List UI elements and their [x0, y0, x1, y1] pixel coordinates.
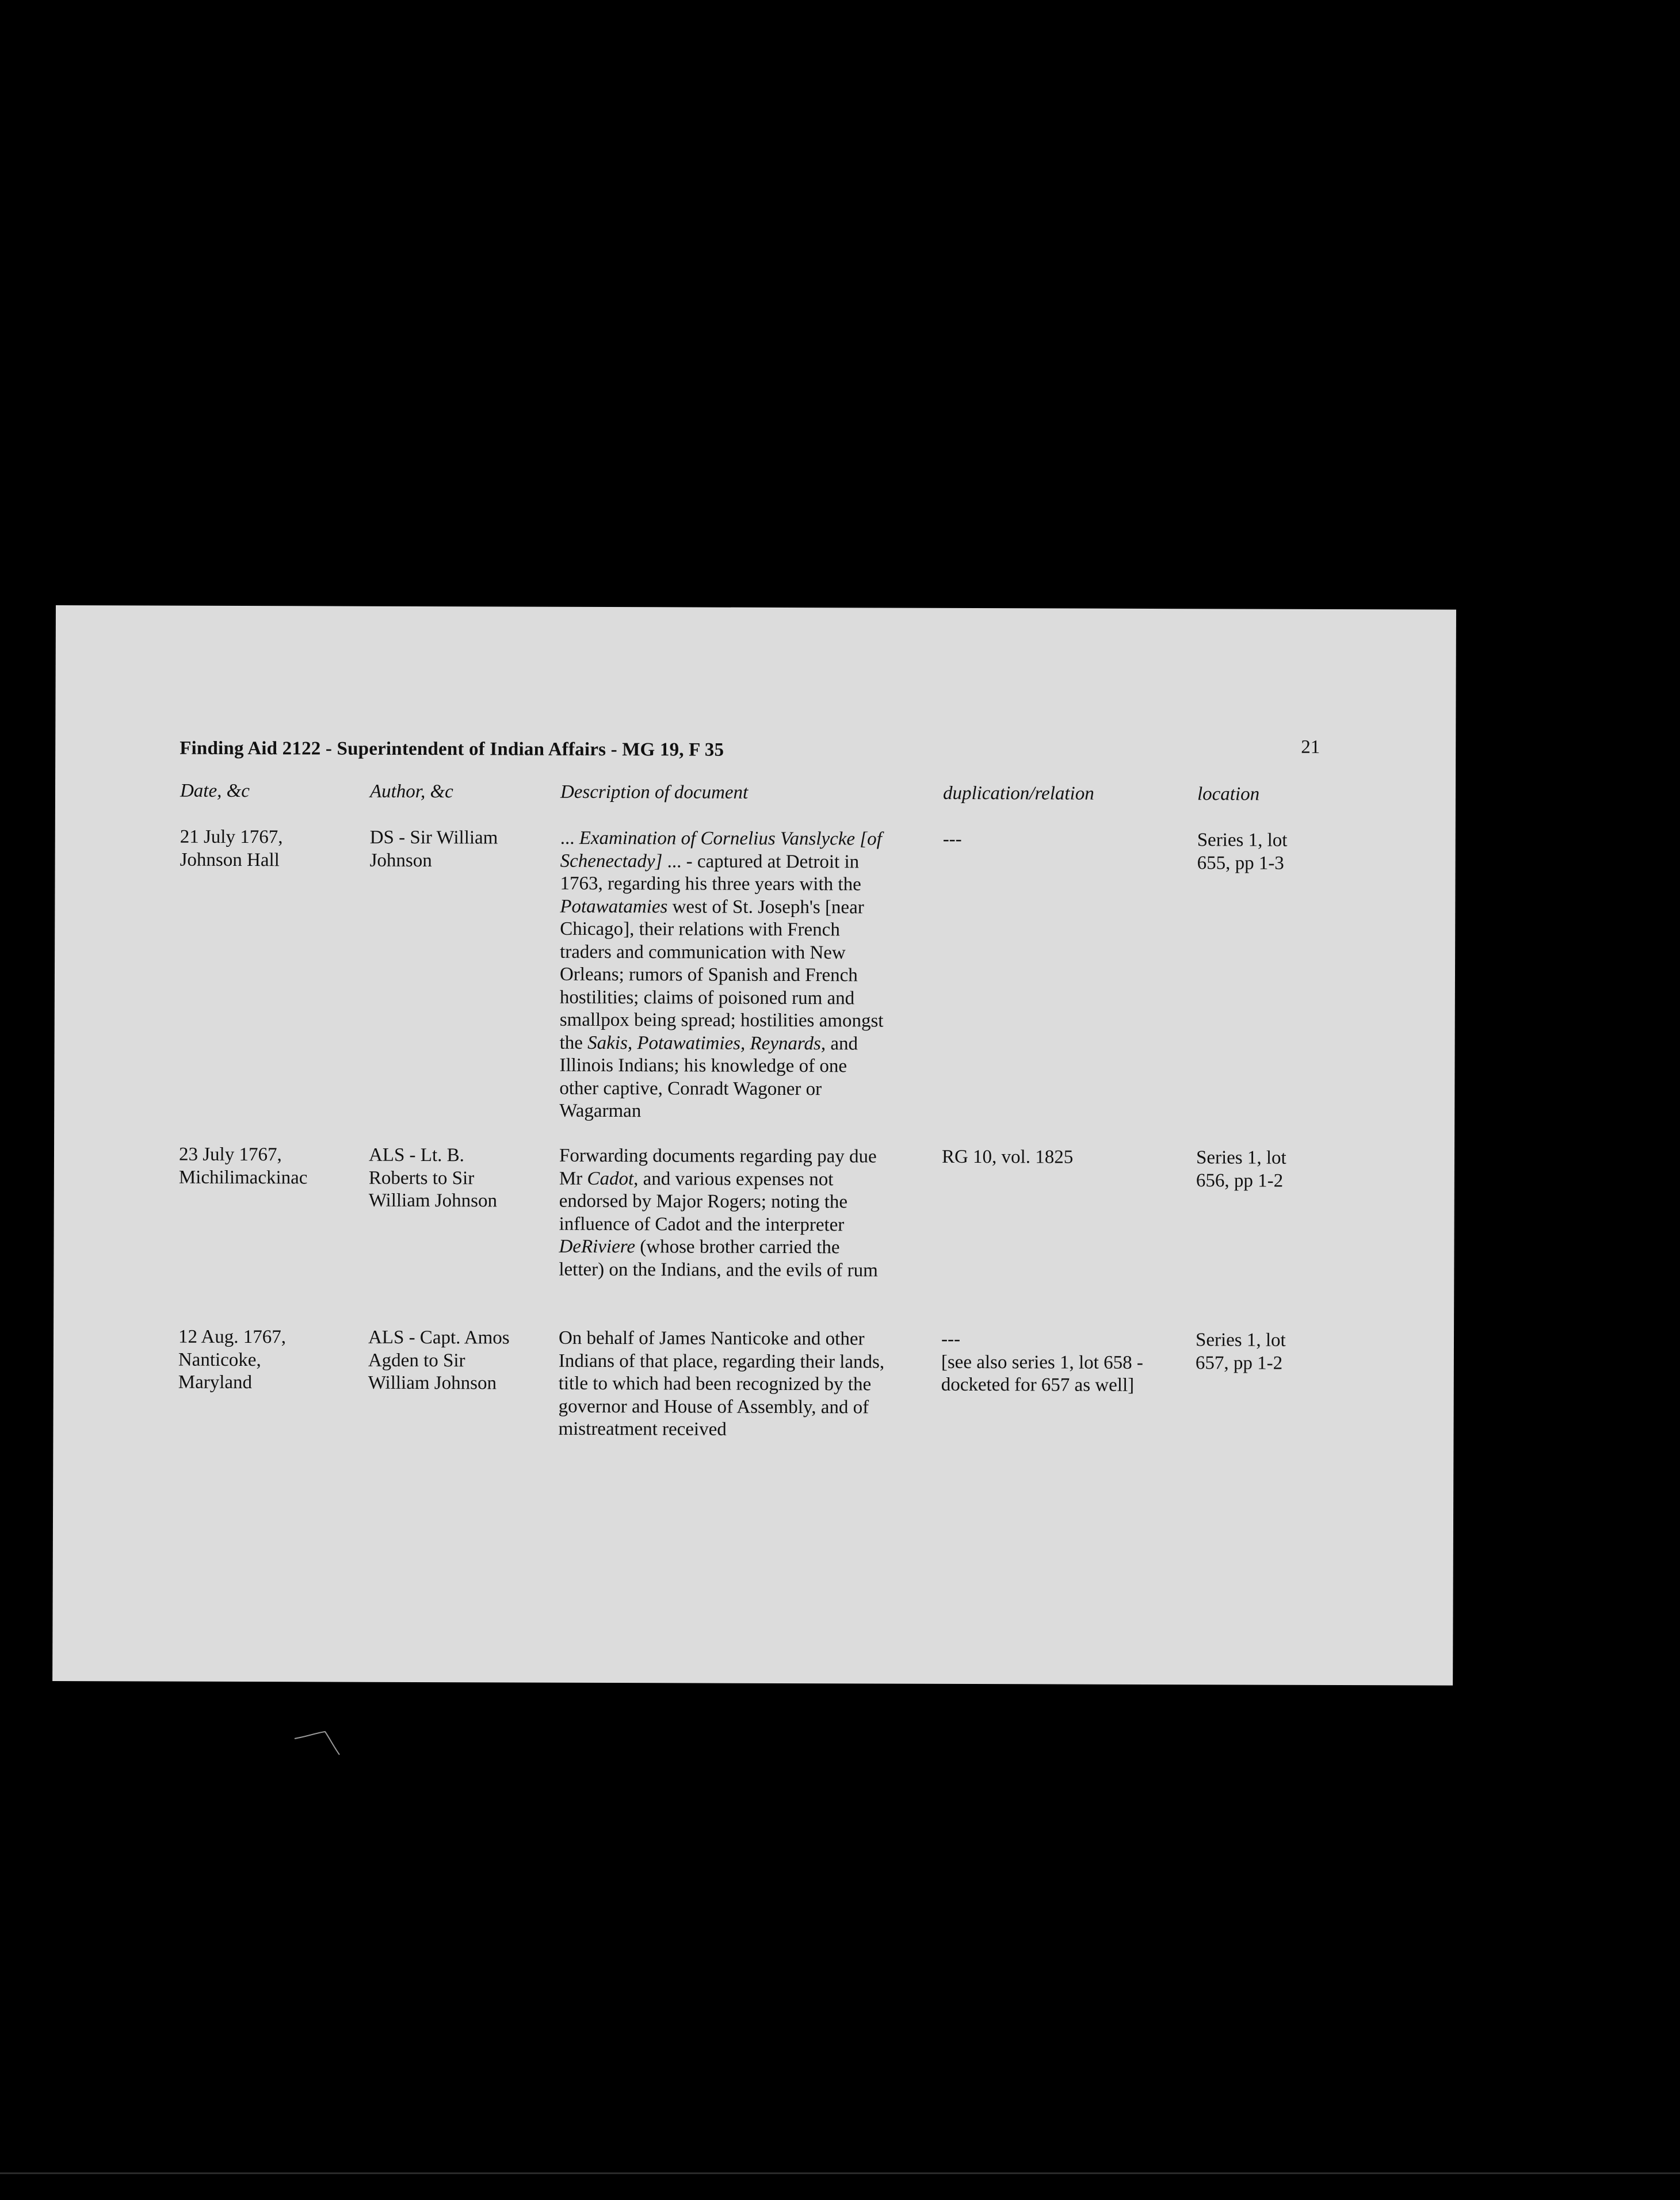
text-run: , and various expenses not [633, 1168, 834, 1190]
cell-line [560, 1032, 928, 1056]
cell-line: Nanticoke, [178, 1349, 261, 1370]
scanner-edge-line [0, 2172, 1680, 2174]
text-run: governor and House of Assembly, and of [558, 1396, 869, 1418]
row-date [178, 1326, 351, 1395]
text-run: letter) on the Indians, and the evils of rum [559, 1259, 878, 1281]
row-description [559, 1145, 927, 1282]
column-header-location: location [1197, 784, 1260, 805]
cell-line: docketed for 657 as well] [941, 1374, 1135, 1396]
cell-line [559, 1395, 927, 1419]
text-run: (whose brother carried the [635, 1236, 840, 1258]
column-header-description: Description of document [560, 781, 749, 803]
cell-line [559, 1350, 927, 1374]
row-date [180, 826, 353, 872]
text-run: the [559, 1032, 588, 1053]
italic-text: DeRiviere [559, 1236, 636, 1258]
cell-line: DS - Sir William [369, 827, 498, 849]
cell-line: Johnson Hall [180, 849, 280, 870]
document-page [52, 605, 1456, 1686]
cell-line: [see also series 1, lot 658 - [941, 1351, 1143, 1373]
cell-line [560, 873, 928, 897]
cell-line [559, 1236, 927, 1260]
text-run: Wagarman [559, 1100, 642, 1122]
cell-line [559, 1327, 927, 1351]
text-run: 1763, regarding his three years with the [560, 873, 861, 895]
text-run: Indians of that place, regarding their lands, [558, 1350, 885, 1373]
cell-line [560, 1009, 928, 1033]
cell-line [559, 1213, 927, 1237]
text-run: Orleans; rumors of Spanish and French [559, 964, 858, 986]
text-run: mistreatment received [558, 1418, 727, 1440]
text-run: endorsed by Major Rogers; noting the [559, 1190, 848, 1213]
cell-line [560, 918, 928, 942]
cell-line: Series 1, lot [1197, 830, 1288, 851]
cell-line: William Johnson [368, 1190, 498, 1212]
text-run: Forwarding documents regarding pay due [559, 1145, 877, 1167]
text-run: title to which had been recognized by the [558, 1373, 872, 1395]
cell-line: Johnson [369, 850, 432, 871]
cell-line: 12 Aug. 1767, [178, 1326, 287, 1348]
cell-line [559, 1190, 927, 1214]
text-run: ... - captured at Detroit in [662, 850, 860, 872]
row-duplication [942, 1146, 1189, 1170]
cell-line: --- [942, 828, 962, 850]
row-description [559, 827, 929, 1124]
cell-line: Maryland [178, 1372, 253, 1393]
column-header-date: Date, &c [180, 780, 250, 802]
cell-line [559, 1055, 927, 1079]
page-header-title: Finding Aid 2122 - Superintendent of Indian Affairs - MG 19, F 35 [180, 738, 724, 761]
italic-text: Potawatamies [560, 896, 668, 917]
cell-line: Roberts to Sir [368, 1167, 475, 1189]
row-location [1197, 829, 1330, 875]
cell-line [560, 850, 929, 874]
cell-line: William Johnson [368, 1372, 497, 1394]
text-run: other captive, Conradt Wagoner or [559, 1078, 822, 1099]
cell-line: 656, pp 1-2 [1196, 1170, 1284, 1191]
cell-line [560, 941, 928, 965]
text-run: smallpox being spread; hostilities amongst [559, 1009, 884, 1032]
text-run: traders and communication with New [560, 941, 846, 963]
text-run: On behalf of James Nanticoke and other [558, 1327, 865, 1350]
row-author [368, 1327, 547, 1395]
row-duplication [941, 1328, 1189, 1397]
cell-line: Michilimackinac [178, 1167, 308, 1188]
row-date [179, 1144, 352, 1190]
text-run: Illinois Indians; his knowledge of one [559, 1055, 847, 1077]
text-run: west of St. Joseph's [near [667, 896, 864, 918]
cell-line: 23 July 1767, [178, 1144, 282, 1166]
cell-line: Agden to Sir [368, 1350, 465, 1371]
text-run: hostilities; claims of poisoned rum and [559, 987, 855, 1009]
text-run: Chicago], their relations with French [560, 918, 840, 941]
cell-line [560, 986, 928, 1010]
row-description [558, 1327, 927, 1442]
cell-line [559, 1077, 927, 1101]
italic-text: Sakis, Potawatimies, Reynards, [587, 1032, 826, 1054]
row-duplication [943, 828, 1190, 852]
cell-line [560, 895, 928, 919]
column-header-duplication: duplication/relation [942, 782, 1094, 804]
row-location [1196, 1147, 1328, 1193]
text-run: ... [560, 827, 579, 849]
scratch-mark [293, 1726, 345, 1760]
cell-line [559, 1258, 927, 1282]
row-location [1196, 1329, 1328, 1375]
cell-line [559, 1100, 927, 1124]
cell-line: RG 10, vol. 1825 [941, 1146, 1074, 1168]
italic-text: Cadot [587, 1168, 634, 1189]
cell-line [559, 1167, 927, 1191]
page-number: 21 [1301, 736, 1320, 758]
cell-line: ALS - Capt. Amos [368, 1327, 510, 1349]
column-header-author: Author, &c [369, 781, 453, 803]
cell-line [560, 827, 929, 851]
row-author [369, 1144, 547, 1213]
cell-line [559, 1373, 927, 1397]
italic-text: Schenectady] [560, 850, 663, 872]
cell-line: 21 July 1767, [180, 826, 283, 848]
cell-line: 655, pp 1-3 [1197, 852, 1284, 874]
cell-line [558, 1418, 926, 1442]
cell-line [559, 1145, 927, 1169]
italic-text: Examination of Cornelius Vanslycke [of [579, 827, 882, 850]
row-author [370, 827, 548, 873]
cell-line [560, 964, 928, 988]
text-run: influence of Cadot and the interpreter [559, 1213, 845, 1235]
cell-line: --- [941, 1328, 961, 1350]
text-run: Mr [559, 1168, 587, 1189]
text-run: and [826, 1033, 858, 1054]
cell-line: 657, pp 1-2 [1195, 1352, 1283, 1374]
cell-line: ALS - Lt. B. [368, 1144, 464, 1166]
cell-line: Series 1, lot [1196, 1147, 1286, 1168]
cell-line: Series 1, lot [1195, 1330, 1286, 1351]
